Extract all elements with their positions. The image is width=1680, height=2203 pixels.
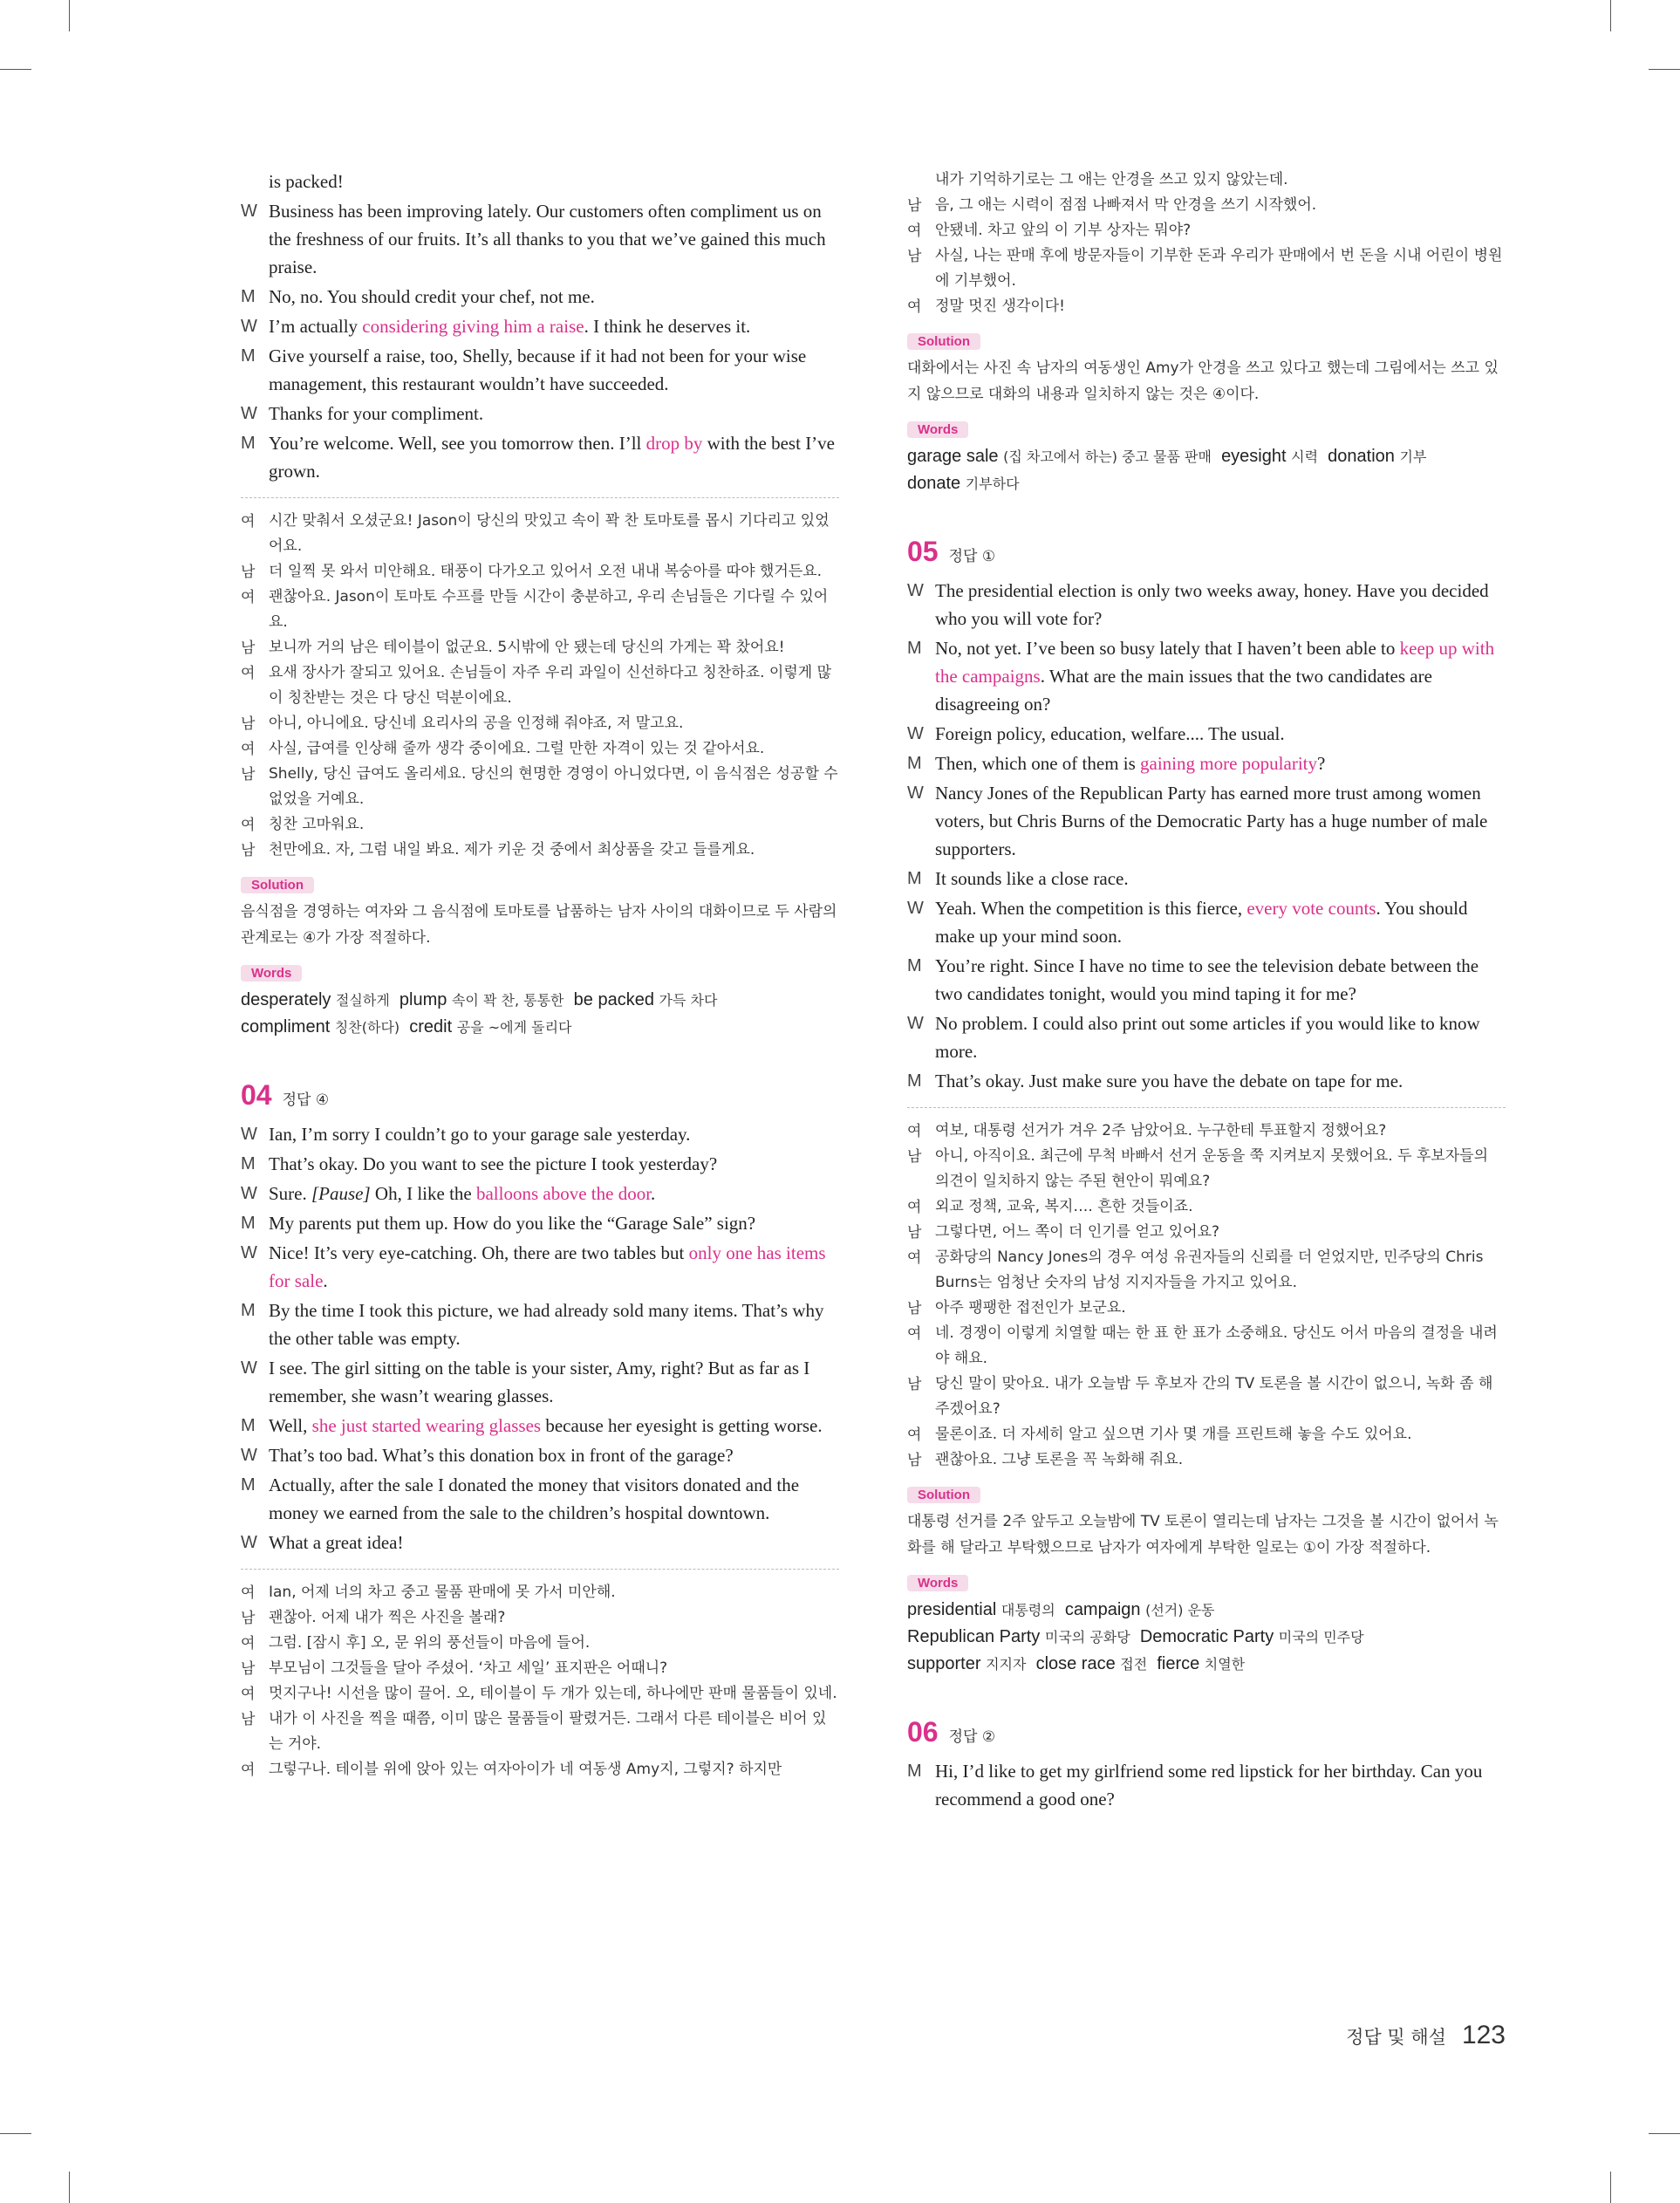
- speaker-label: 남: [907, 1376, 922, 1392]
- crop-mark: [0, 2133, 31, 2134]
- words-list: [241, 987, 839, 1041]
- dialogue-text: is packed!: [269, 171, 344, 192]
- speaker-label: 남: [241, 842, 256, 859]
- crop-mark: [69, 0, 70, 31]
- word-term: Republican Party: [907, 1627, 1041, 1646]
- speaker-label: 남: [907, 1224, 922, 1241]
- word-meaning: 미국의 민주당: [1278, 1629, 1364, 1645]
- translation-text: 요새 장사가 잘되고 있어요. 손님들이 자주 우리 과일이 신선하다고 칭찬하죠. 이렇게 많이 칭찬받는 것은 다 당신 덕분이에요.: [269, 664, 832, 707]
- highlighted-phrase: only one has items for sale: [269, 1242, 826, 1291]
- dialogue-text: Foreign policy, education, welfare.... The usual.: [935, 723, 1285, 744]
- word-meaning: 치열한: [1204, 1656, 1246, 1673]
- dialogue-text: I see. The girl sitting on the table is your sister, Amy, right? But as far as I remember, she wasn’t wearing glasses.: [269, 1358, 810, 1406]
- speaker-label: W: [241, 1243, 257, 1262]
- translation-line: [241, 660, 839, 711]
- speaker-label: W: [241, 404, 257, 423]
- dialogue-text: You’re right. Since I have no time to see the television debate between the two candidates tonight, would you mind taping it for me?: [935, 955, 1479, 1004]
- crop-mark: [1610, 0, 1611, 31]
- speaker-label: W: [241, 1125, 257, 1144]
- page-footer: [1326, 2021, 1506, 2050]
- translation-line: [907, 1144, 1506, 1194]
- speaker-label: W: [241, 202, 257, 221]
- dialogue-korean: [907, 1119, 1506, 1473]
- speaker-label: M: [907, 869, 922, 888]
- words-line: [241, 1014, 839, 1041]
- word-meaning: 시력: [1291, 448, 1319, 465]
- dialogue-line: [907, 894, 1506, 950]
- dialogue-english: [907, 1757, 1506, 1813]
- words-list: [907, 1597, 1506, 1678]
- dialogue-text: Hi, I’d like to get my girlfriend some red lipstick for her birthday. Can you recommend a good one?: [935, 1761, 1483, 1810]
- speaker-label: M: [241, 1416, 256, 1435]
- dialogue-text: No, not yet. I’ve been so busy lately that I haven’t been able to: [935, 638, 1400, 659]
- word-term: Democratic Party: [1139, 1627, 1274, 1646]
- answer-label: 정답 ④: [282, 1091, 330, 1109]
- speaker-label: 여: [241, 665, 256, 681]
- translation-text: 아니, 아니에요. 당신네 요리사의 공을 인정해 줘야죠, 저 말고요.: [269, 715, 684, 732]
- speaker-label: 여: [907, 1426, 922, 1443]
- word-term: eyesight: [1221, 447, 1287, 466]
- word-meaning: 접전: [1120, 1656, 1148, 1673]
- translation-line: [241, 559, 839, 585]
- translation-line: [907, 1321, 1506, 1372]
- word-meaning: 속이 꽉 찬, 통통한: [451, 992, 564, 1009]
- speaker-label: 남: [241, 640, 256, 656]
- crop-mark: [1649, 2133, 1680, 2134]
- words-line: [907, 470, 1506, 497]
- dialogue-text: with the best I’ve grown.: [269, 433, 835, 482]
- translation-line: [907, 243, 1506, 294]
- dashed-divider: [907, 1107, 1506, 1108]
- speaker-label: W: [907, 724, 924, 743]
- speaker-label: 여: [907, 222, 922, 239]
- translation-text: 내가 이 사진을 찍을 때쯤, 이미 많은 물품들이 팔렸거든. 그래서 다른 테이블은 비어 있는 거야.: [269, 1710, 827, 1753]
- section-header-04: [241, 1079, 839, 1112]
- dialogue-line: [241, 400, 839, 428]
- translation-text: 당신 말이 맞아요. 내가 오늘밤 두 후보자 간의 TV 토론을 볼 시간이 없으니, 녹화 좀 해주겠어요?: [935, 1375, 1493, 1418]
- dialogue-text: You’re welcome. Well, see you tomorrow then. I’ll: [269, 433, 646, 454]
- translation-line: [241, 1757, 839, 1782]
- speaker-label: 남: [907, 197, 922, 214]
- dialogue-text: No, no. You should credit your chef, not me.: [269, 286, 595, 307]
- crop-mark: [0, 69, 31, 70]
- word-meaning: 지지자: [986, 1656, 1027, 1673]
- dialogue-text: . What are the main issues that the two candidates are disagreeing on?: [935, 666, 1432, 715]
- speaker-label: M: [907, 956, 922, 975]
- dialogue-line: [241, 197, 839, 281]
- speaker-label: 여: [907, 1123, 922, 1139]
- translation-line: [241, 1631, 839, 1656]
- speaker-label: 여: [241, 817, 256, 833]
- stage-direction: [Pause]: [311, 1183, 371, 1204]
- dialogue-line: [907, 865, 1506, 893]
- dialogue-text: Then, which one of them is: [935, 753, 1141, 774]
- translation-line: [241, 635, 839, 660]
- word-term: donate: [907, 474, 961, 493]
- word-term: compliment: [241, 1017, 331, 1037]
- translation-text: 괜찮아요. Jason이 토마토 수프를 만들 시간이 충분하고, 우리 손님들은 기다릴 수 있어요.: [269, 588, 829, 631]
- translation-text: 물론이죠. 더 자세히 알고 싶으면 기사 몇 개를 프린트해 놓을 수도 있어요.: [935, 1426, 1412, 1443]
- translation-text: 아주 팽팽한 접전인가 보군요.: [935, 1299, 1126, 1317]
- translation-text: 멋지구나! 시선을 많이 끌어. 오, 테이블이 두 개가 있는데, 하나에만 판매 물품들이 있네.: [269, 1685, 837, 1702]
- highlighted-phrase: considering giving him a raise: [362, 316, 584, 337]
- section-number: 05: [907, 536, 939, 567]
- solution-badge: Solution: [907, 333, 980, 350]
- highlighted-phrase: she just started wearing glasses: [311, 1415, 542, 1436]
- translation-line: [241, 711, 839, 736]
- dialogue-line: [241, 342, 839, 398]
- speaker-label: M: [241, 287, 256, 306]
- translation-line: [907, 193, 1506, 218]
- dialogue-line: [907, 634, 1506, 718]
- highlighted-phrase: drop by: [645, 433, 703, 454]
- dialogue-text: Ian, I’m sorry I couldn’t go to your garage sale yesterday.: [269, 1124, 691, 1145]
- dialogue-text: Well,: [269, 1415, 312, 1436]
- translation-text: 칭찬 고마워요.: [269, 816, 365, 833]
- dialogue-text: Nancy Jones of the Republican Party has earned more trust among women voters, but Chris Burns of the Democratic Party has a huge number of male supporters.: [935, 783, 1488, 859]
- dialogue-line: [241, 1296, 839, 1352]
- section-number: 06: [907, 1716, 939, 1748]
- dialogue-text: Oh, I like the: [370, 1183, 476, 1204]
- dialogue-line: [907, 1757, 1506, 1813]
- speaker-label: 여: [241, 1762, 256, 1778]
- speaker-label: W: [241, 1358, 257, 1378]
- speaker-label: 남: [241, 1660, 256, 1677]
- word-term: plump: [399, 990, 447, 1009]
- word-term: close race: [1035, 1654, 1116, 1673]
- speaker-label: 남: [907, 1452, 922, 1468]
- translation-line: [241, 1707, 839, 1757]
- translation-line: [241, 812, 839, 838]
- translation-text: 안됐네. 차고 앞의 이 기부 상자는 뭐야?: [935, 222, 1192, 239]
- dialogue-text: It sounds like a close race.: [935, 868, 1129, 889]
- crop-mark: [1649, 69, 1680, 70]
- dialogue-text: ?: [1317, 753, 1326, 774]
- dialogue-korean: [241, 1580, 839, 1782]
- translation-line: [241, 1656, 839, 1681]
- speaker-label: M: [241, 1475, 256, 1495]
- word-term: credit: [409, 1017, 453, 1037]
- words-badge: Words: [907, 421, 968, 438]
- translation-line: [907, 218, 1506, 243]
- translation-text: 부모님이 그것들을 달아 주셨어. ‘차고 세일’ 표지판은 어때니?: [269, 1659, 668, 1677]
- dialogue-korean: [241, 509, 839, 863]
- speaker-label: W: [241, 317, 257, 336]
- dialogue-line: [241, 1120, 839, 1148]
- word-meaning: 칭찬(하다): [334, 1019, 400, 1036]
- speaker-label: 여: [907, 1325, 922, 1342]
- dialogue-text: That’s okay. Just make sure you have the debate on tape for me.: [935, 1071, 1403, 1091]
- solution-text: 음식점을 경영하는 여자와 그 음식점에 토마토를 납품하는 남자 사이의 대화이므로 두 사람의 관계로는 ④가 가장 적절하다.: [241, 903, 837, 947]
- page-number: 123: [1461, 2021, 1506, 2049]
- speaker-label: W: [241, 1533, 257, 1552]
- translation-line: [907, 294, 1506, 319]
- dialogue-line: [241, 1412, 839, 1440]
- dialogue-english: [241, 168, 839, 485]
- word-meaning: 가득 차다: [659, 992, 718, 1009]
- word-meaning: 미국의 공화당: [1044, 1629, 1130, 1645]
- section-number: 04: [241, 1079, 272, 1111]
- translation-text: 네. 경쟁이 이렇게 치열할 때는 한 표 한 표가 소중해요. 당신도 어서 마음의 결정을 내려야 해요.: [935, 1324, 1498, 1367]
- dialogue-text: . I think he deserves it.: [584, 316, 751, 337]
- speaker-label: 여: [241, 1584, 256, 1601]
- word-meaning: 대통령의: [1000, 1602, 1055, 1618]
- speaker-label: 남: [241, 1711, 256, 1728]
- dialogue-text: .: [651, 1183, 656, 1204]
- translation-text: 시간 맞춰서 오셨군요! Jason이 당신의 맛있고 속이 꽉 찬 토마토를 몹시 기다리고 있었어요.: [269, 512, 830, 555]
- highlighted-phrase: balloons above the door: [475, 1183, 652, 1204]
- dialogue-line: [907, 720, 1506, 748]
- word-term: supporter: [907, 1654, 981, 1673]
- speaker-label: M: [241, 346, 256, 366]
- translation-text: 괜찮아요. 그냥 토론을 꼭 녹화해 줘요.: [935, 1451, 1184, 1468]
- translation-text: Ian, 어제 너의 차고 중고 물품 판매에 못 가서 미안해.: [269, 1584, 616, 1601]
- word-term: desperately: [241, 990, 331, 1009]
- word-term: campaign: [1064, 1600, 1141, 1619]
- speaker-label: 여: [907, 1249, 922, 1266]
- dialogue-line: [241, 168, 839, 195]
- dialogue-line: [907, 1009, 1506, 1065]
- dialogue-line: [241, 1209, 839, 1237]
- dialogue-line: [907, 577, 1506, 633]
- dialogue-line: [241, 429, 839, 485]
- speaker-label: W: [241, 1446, 257, 1465]
- dialogue-line: [907, 952, 1506, 1008]
- section-header-05: [907, 536, 1506, 568]
- words-badge: Words: [907, 1575, 968, 1591]
- right-column: [907, 168, 1506, 1815]
- translation-line: [241, 762, 839, 812]
- dialogue-korean: [907, 168, 1506, 319]
- speaker-label: 여: [241, 1635, 256, 1652]
- dialogue-text: Business has been improving lately. Our customers often compliment us on the freshness of our fruits. It’s all thanks to you that we’ve gained this much praise.: [269, 201, 826, 277]
- dialogue-line: [241, 283, 839, 311]
- dialogue-line: [907, 749, 1506, 777]
- dialogue-text: Yeah. When the competition is this fierce,: [935, 898, 1247, 919]
- dialogue-text: My parents put them up. How do you like the “Garage Sale” sign?: [269, 1213, 756, 1234]
- dialogue-line: [241, 1239, 839, 1295]
- speaker-label: 여: [907, 1199, 922, 1215]
- translation-text: 더 일찍 못 와서 미안해요. 태풍이 다가오고 있어서 오전 내내 복숭아를 따야 했거든요.: [269, 563, 823, 580]
- crop-mark: [1610, 2172, 1611, 2203]
- translation-text: 아니, 아직이요. 최근에 무척 바빠서 선거 운동을 쭉 지켜보지 못했어요. 두 후보자들의 의견이 일치하지 않는 주된 현안이 뭐예요?: [935, 1147, 1489, 1190]
- speaker-label: M: [907, 1762, 922, 1781]
- dialogue-line: [241, 1471, 839, 1527]
- speaker-label: 여: [241, 1686, 256, 1702]
- speaker-label: W: [241, 1184, 257, 1203]
- word-term: garage sale: [907, 447, 999, 466]
- translation-line: [241, 585, 839, 635]
- translation-line: [907, 1194, 1506, 1220]
- translation-text: 여보, 대통령 선거가 겨우 2주 남았어요. 누구한테 투표할지 정했어요?: [935, 1122, 1387, 1139]
- answer-label: 정답 ②: [948, 1728, 996, 1746]
- translation-line: [907, 1296, 1506, 1321]
- dialogue-line: [241, 1354, 839, 1410]
- words-line: [241, 987, 839, 1014]
- word-meaning: (선거) 운동: [1145, 1602, 1215, 1618]
- speaker-label: W: [907, 581, 924, 600]
- speaker-label: 여: [241, 513, 256, 530]
- dialogue-text: . You should make up your mind soon.: [935, 898, 1468, 947]
- speaker-label: 남: [907, 248, 922, 264]
- speaker-label: 남: [907, 1300, 922, 1317]
- translation-text: 공화당의 Nancy Jones의 경우 여성 유권자들의 신뢰를 더 얻었지만, 민주당의 Chris Burns는 엄청난 숫자의 남성 지지자들을 가지고 있어요.: [935, 1249, 1484, 1291]
- words-line: [907, 1624, 1506, 1651]
- speaker-label: M: [241, 1154, 256, 1173]
- dialogue-text: Give yourself a raise, too, Shelly, because if it had not been for your wise management, this restaurant wouldn’t have succeeded.: [269, 346, 807, 394]
- translation-text: 정말 멋진 생각이다!: [935, 298, 1065, 315]
- word-meaning: 기부: [1399, 448, 1427, 465]
- translation-line: [907, 1220, 1506, 1245]
- section-header-06: [907, 1716, 1506, 1748]
- words-list: [907, 443, 1506, 497]
- translation-line: [907, 1372, 1506, 1422]
- word-term: fierce: [1157, 1654, 1200, 1673]
- words-line: [907, 443, 1506, 470]
- word-meaning: 절실하게: [335, 992, 390, 1009]
- dialogue-text: because her eyesight is getting worse.: [541, 1415, 823, 1436]
- translation-text: 음, 그 애는 시력이 점점 나빠져서 막 안경을 쓰기 시작했어.: [935, 196, 1317, 214]
- speaker-label: 여: [907, 298, 922, 315]
- dialogue-text: .: [323, 1270, 328, 1291]
- dashed-divider: [241, 1569, 839, 1570]
- dialogue-line: [241, 1180, 839, 1208]
- translation-text: 보니까 거의 남은 테이블이 없군요. 5시밖에 안 됐는데 당신의 가게는 꽉 찼어요!: [269, 639, 785, 656]
- translation-text: 내가 기억하기로는 그 애는 안경을 쓰고 있지 않았는데.: [935, 171, 1288, 188]
- translation-text: 천만에요. 자, 그럼 내일 봐요. 제가 키운 것 중에서 최상품을 갖고 들를게요.: [269, 841, 755, 859]
- highlighted-phrase: keep up with the campaigns: [935, 638, 1495, 687]
- speaker-label: M: [907, 639, 922, 658]
- translation-line: [241, 736, 839, 762]
- solution-badge: Solution: [241, 877, 314, 893]
- translation-text: 외교 정책, 교육, 복지…. 흔한 것들이죠.: [935, 1198, 1193, 1215]
- speaker-label: W: [907, 783, 924, 803]
- word-meaning: 공을 ~에게 돌리다: [456, 1019, 572, 1036]
- translation-text: Shelly, 당신 급여도 올리세요. 당신의 현명한 경영이 아니었다면, 이 음식점은 성공할 수 없었을 거예요.: [269, 765, 838, 808]
- speaker-label: M: [241, 1301, 256, 1320]
- highlighted-phrase: gaining more popularity: [1140, 753, 1317, 774]
- dialogue-text: Actually, after the sale I donated the money that visitors donated and the money we earned from the sale to the children’s hospital downtown.: [269, 1474, 800, 1523]
- dialogue-line: [907, 1067, 1506, 1095]
- translation-line: [241, 1681, 839, 1707]
- dialogue-text: Nice! It’s very eye-catching. Oh, there are two tables but: [269, 1242, 689, 1263]
- translation-line: [907, 1447, 1506, 1473]
- speaker-label: M: [907, 1071, 922, 1091]
- word-meaning: 기부하다: [965, 475, 1020, 492]
- dialogue-text: That’s too bad. What’s this donation box in front of the garage?: [269, 1445, 734, 1466]
- speaker-label: M: [241, 1214, 256, 1233]
- speaker-label: 남: [241, 1610, 256, 1626]
- speaker-label: W: [907, 899, 924, 918]
- translation-text: 그렇구나. 테이블 위에 앉아 있는 여자아이가 네 여동생 Amy지, 그렇지? 하지만: [269, 1761, 782, 1778]
- translation-line: [907, 1422, 1506, 1447]
- speaker-label: 남: [907, 1148, 922, 1165]
- solution-badge: Solution: [907, 1487, 980, 1503]
- footer-label: 정답 및 해설: [1346, 2027, 1446, 2048]
- solution-text: 대화에서는 사진 속 남자의 여동생인 Amy가 안경을 쓰고 있다고 했는데 그림에서는 쓰고 있지 않으므로 대화의 내용과 일치하지 않는 것은 ④이다.: [907, 359, 1499, 403]
- solution-text: 대통령 선거를 2주 앞두고 오늘밤에 TV 토론이 열리는데 남자는 그것을 볼 시간이 없어서 녹화를 해 달라고 부탁했으므로 남자가 여자에게 부탁한 일로는 ①이 가장 적절하다.: [907, 1513, 1499, 1556]
- dialogue-text: That’s okay. Do you want to see the picture I took yesterday?: [269, 1153, 718, 1174]
- words-line: [907, 1597, 1506, 1624]
- dialogue-text: Thanks for your compliment.: [269, 403, 484, 424]
- dialogue-line: [241, 1150, 839, 1178]
- translation-line: [241, 1605, 839, 1631]
- word-meaning: (집 차고에서 하는) 중고 물품 판매: [1003, 448, 1212, 465]
- dialogue-line: [241, 1441, 839, 1469]
- dialogue-text: I’m actually: [269, 316, 363, 337]
- translation-text: 그럼. [잠시 후] 오, 문 위의 풍선들이 마음에 들어.: [269, 1634, 591, 1652]
- translation-line: [241, 1580, 839, 1605]
- left-column: [241, 168, 839, 1782]
- dialogue-text: Sure.: [269, 1183, 311, 1204]
- dialogue-english: [907, 577, 1506, 1095]
- dialogue-line: [907, 779, 1506, 863]
- speaker-label: M: [241, 434, 256, 453]
- crop-mark: [69, 2172, 70, 2203]
- translation-line: [907, 168, 1506, 193]
- word-term: be packed: [573, 990, 654, 1009]
- answer-label: 정답 ①: [948, 548, 996, 565]
- translation-text: 사실, 나는 판매 후에 방문자들이 기부한 돈과 우리가 판매에서 번 돈을 시내 어린이 병원에 기부했어.: [935, 247, 1503, 290]
- word-term: presidential: [907, 1600, 997, 1619]
- translation-text: 사실, 급여를 인상해 줄까 생각 중이에요. 그럴 만한 자격이 있는 것 같아서요.: [269, 740, 765, 757]
- dialogue-line: [241, 1529, 839, 1556]
- dialogue-text: By the time I took this picture, we had already sold many items. That’s why the other table was empty.: [269, 1300, 824, 1349]
- speaker-label: W: [907, 1014, 924, 1033]
- word-term: donation: [1328, 447, 1395, 466]
- dialogue-text: No problem. I could also print out some articles if you would like to know more.: [935, 1013, 1480, 1062]
- words-badge: Words: [241, 965, 302, 982]
- dialogue-english: [241, 1120, 839, 1556]
- speaker-label: 여: [241, 741, 256, 757]
- translation-text: 그렇다면, 어느 쪽이 더 인기를 얻고 있어요?: [935, 1223, 1220, 1241]
- speaker-label: 여: [241, 589, 256, 605]
- translation-line: [241, 838, 839, 863]
- speaker-label: 남: [241, 564, 256, 580]
- speaker-label: 남: [241, 715, 256, 732]
- translation-line: [907, 1245, 1506, 1296]
- dialogue-line: [241, 312, 839, 340]
- dialogue-text: The presidential election is only two weeks away, honey. Have you decided who you will vote for?: [935, 580, 1489, 629]
- highlighted-phrase: every vote counts: [1246, 898, 1376, 919]
- dialogue-text: What a great idea!: [269, 1532, 404, 1553]
- words-line: [907, 1651, 1506, 1678]
- dashed-divider: [241, 497, 839, 498]
- translation-text: 괜찮아. 어제 내가 찍은 사진을 볼래?: [269, 1609, 506, 1626]
- translation-line: [241, 509, 839, 559]
- speaker-label: M: [907, 754, 922, 773]
- translation-line: [907, 1119, 1506, 1144]
- speaker-label: 남: [241, 766, 256, 783]
